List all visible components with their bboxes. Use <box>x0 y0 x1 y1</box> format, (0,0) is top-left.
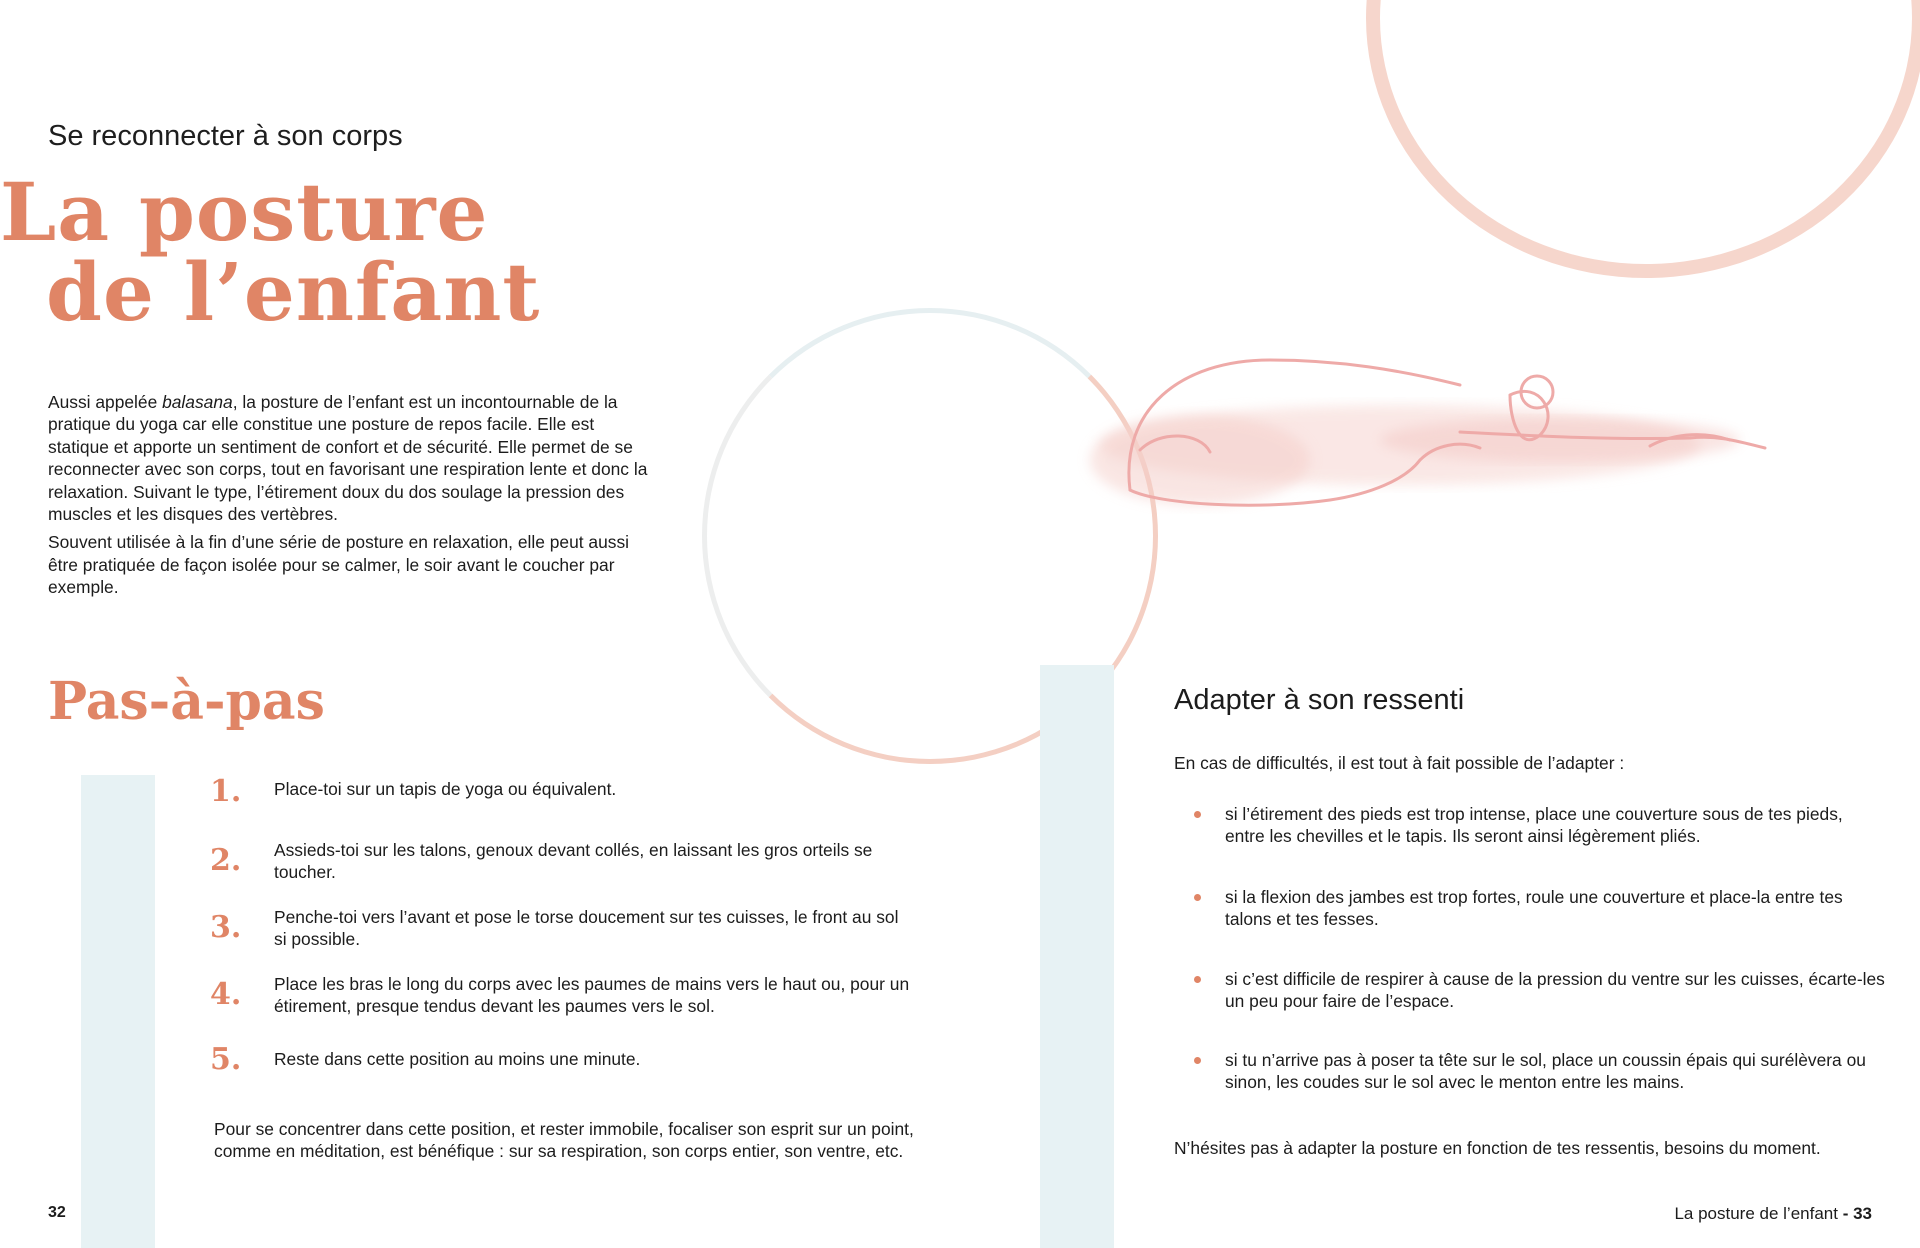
step-number: 1. <box>210 774 242 809</box>
steps-conclusion: Pour se concentrer dans cette position, et rester immobile, focaliser son esprit sur un point, comme en méditation, est bénéfique : sur sa respiration, son corps entier, son ventre, etc. <box>214 1119 914 1162</box>
intro-p1-end: , la posture de l’enfant est un incontournable de la pratique du yoga car elle constitue une posture de repos facile. Elle est statique et apporte un sentiment de confort et de sécurité. Elle permet de se reconnecter avec son corps, tout en favorisant une respiration lente et donc la relaxation. Suivant le type, l’étirement doux du dos soulage la pression des muscles et les disques des vertèbres. <box>48 392 648 525</box>
decorative-bar-left <box>81 775 155 1248</box>
intro-paragraph-2: Souvent utilisée à la fin d’une série de posture en relaxation, elle peut aussi être pratiquée de façon isolée pour se calmer, le soir avant le coucher par exemple. <box>48 532 630 598</box>
intro-term: balasana <box>162 392 233 412</box>
bullet-text: si la flexion des jambes est trop fortes, roule une couverture et place-la entre tes talons et tes fesses. <box>1225 887 1843 930</box>
running-title: La posture de l’enfant <box>1674 1204 1838 1223</box>
page-title <box>0 165 541 339</box>
bullet-text: si c’est difficile de respirer à cause de la pression du ventre sur les cuisses, écarte-les un peu pour faire de l’espace. <box>1225 969 1885 1012</box>
intro-paragraph-1 <box>48 391 648 525</box>
adapt-title: Adapter à son ressenti <box>1174 684 1465 716</box>
adapt-intro: En cas de difficultés, il est tout à fait possible de l’adapter : <box>1174 753 1625 773</box>
step-text: Place les bras le long du corps avec les paumes de mains vers le haut ou, pour un étirement, presque tendus devant les paumes vers le sol. <box>274 974 910 1017</box>
intro-p1-start: Aussi appelée <box>48 392 163 412</box>
bullet-dot-icon <box>1194 811 1201 818</box>
bullet-dot-icon <box>1194 1057 1201 1064</box>
decorative-bar-right <box>1040 665 1114 1248</box>
step-number: 3. <box>210 910 242 945</box>
page-kicker: Se reconnecter à son corps <box>48 120 403 152</box>
step-number: 4. <box>210 977 242 1012</box>
step-number: 2. <box>210 843 242 878</box>
page-number-right: 33 <box>1853 1204 1872 1223</box>
intro-text <box>48 391 648 605</box>
adapt-outro: N’hésites pas à adapter la posture en fonction de tes ressentis, besoins du moment. <box>1174 1138 1821 1158</box>
footer-separator: - <box>1837 1204 1854 1223</box>
step-text: Assieds-toi sur les talons, genoux devant collés, en laissant les gros orteils se toucher. <box>274 840 873 883</box>
step-text: Place-toi sur un tapis de yoga ou équivalent. <box>274 779 617 799</box>
decorative-circle-top <box>1366 0 1920 278</box>
bullet-dot-icon <box>1194 976 1201 983</box>
bullet-text: si tu n’arrive pas à poser ta tête sur le sol, place un coussin épais qui surélèvera ou sinon, les coudes sur le sol avec le menton entre les mains. <box>1225 1050 1866 1093</box>
step-number: 5. <box>210 1042 242 1077</box>
bullet-text: si l’étirement des pieds est trop intense, place une couverture sous de tes pieds, entre les chevilles et le tapis. Ils seront ainsi légèrement pliés. <box>1225 804 1843 847</box>
step-text: Reste dans cette position au moins une minute. <box>274 1049 641 1069</box>
running-footer-right <box>1674 1204 1872 1224</box>
page-number-left: 32 <box>48 1204 66 1221</box>
bullet-dot-icon <box>1194 894 1201 901</box>
step-text: Penche-toi vers l’avant et pose le torse doucement sur tes cuisses, le front au sol si possible. <box>274 907 899 950</box>
title-line-1: La posture <box>0 165 489 259</box>
child-pose-illustration <box>1040 340 1820 580</box>
steps-title: Pas-à-pas <box>48 671 325 732</box>
title-line-2: de l’enfant <box>46 245 541 339</box>
